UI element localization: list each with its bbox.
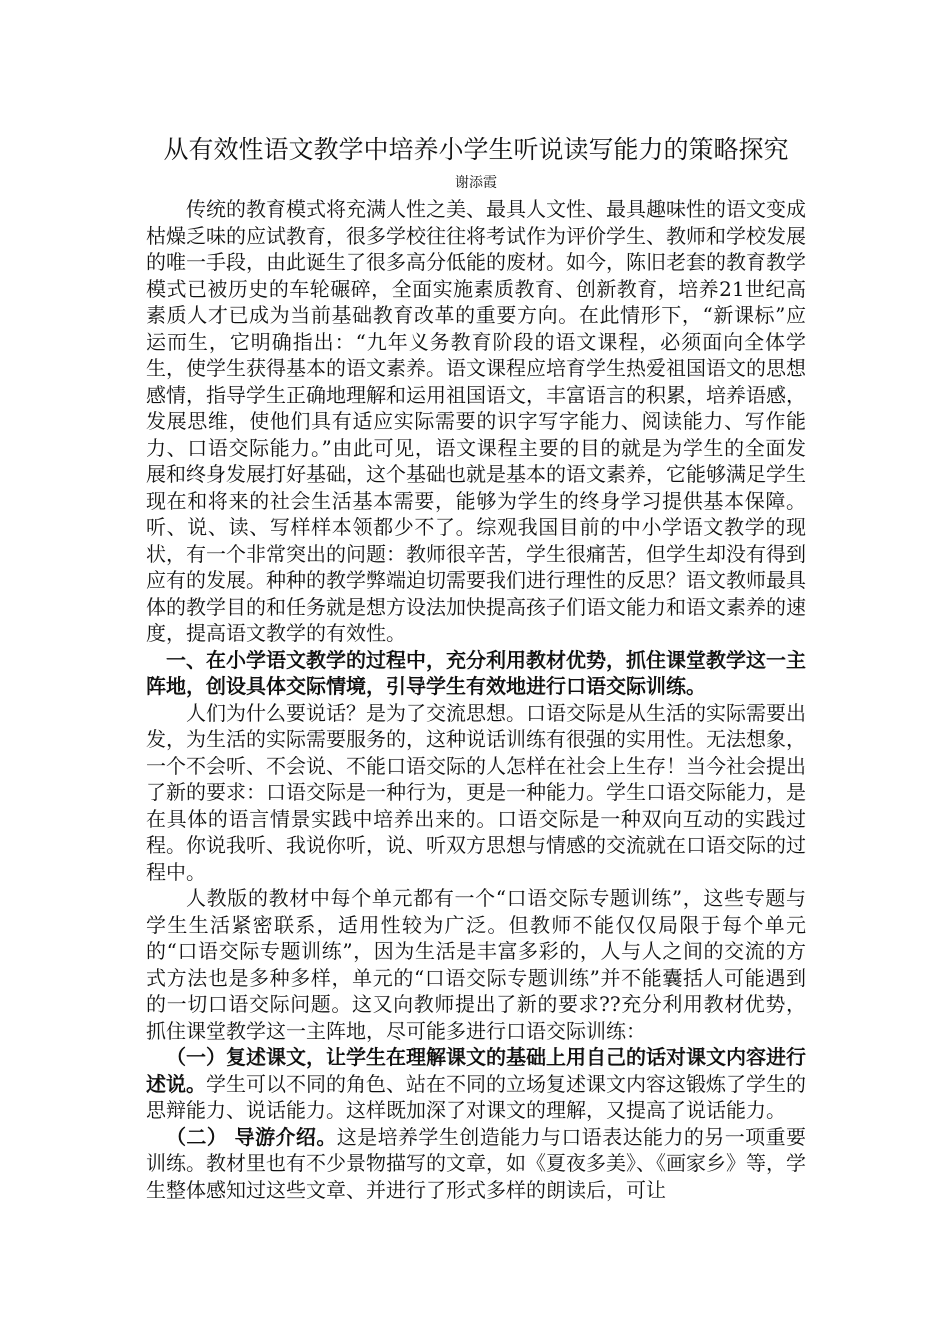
section1-paragraph-2: 人教版的教材中每个单元都有一个“口语交际专题训练”，这些专题与学生生活紧密联系，适用性较为广泛。但教师不能仅仅局限于每个单元的“口语交际专题训练”，因为生活是丰富多彩的，人与人之间的交流的方式方法也是多种多样，单元的“口语交际专题训练”并不能囊括人可能遇到的一切口语交际问题。这又向教师提出了新的要求??充分利用教材优势，抓住课堂教学这一主阵地，尽可能多进行口语交际训练： [146, 886, 806, 1043]
intro-paragraph: 传统的教育模式将充满人性之美、最具人文性、最具趣味性的语文变成枯燥乏味的应试教育，很多学校往往将考试作为评价学生、教师和学校发展的唯一手段，由此诞生了很多高分低能的废材。如今，陈旧老套的教育教学模式已被历史的车轮碾碎，全面实施素质教育、创新教育，培养21世纪高素质人才已成为当前基础教育改革的重要方向。在此情形下，“新课标”应运而生，它明确指出：“九年义务教育阶段的语文课程，必须面向全体学生，使学生获得基本的语文素养。语文课程应培育学生热爱祖国语文的思想感情，指导学生正确地理解和运用祖国语文，丰富语言的积累，培养语感，发展思维，使他们具有适应实际需要的识字写字能力、阅读能力、写作能力、口语交际能力。”由此可见，语文课程主要的目的就是为学生的全面发展和终身发展打好基础，这个基础也就是基本的语文素养，它能够满足学生现在和将来的社会生活基本需要，能够为学生的终身学习提供基本保障。听、说、读、写样样本领都少不了。综观我国目前的中小学语文教学的现状，有一个非常突出的问题：教师很辛苦，学生很痛苦，但学生却没有得到应有的发展。种种的教学弊端迫切需要我们进行理性的反思？语文教师最具体的教学目的和任务就是想方设法加快提高孩子们语文能力和语文素养的速度，提高语文教学的有效性。 [146, 197, 806, 645]
subsection-1-paragraph [146, 1044, 806, 1124]
author-name: 谢添霞 [455, 175, 497, 191]
section1-heading: 一、在小学语文教学的过程中，充分利用教材优势，抓住课堂教学这一主阵地，创设具体交际情境，引导学生有效地进行口语交际训练。 [146, 647, 806, 698]
subsection-1-heading: （一）复述课文，让学生在理解课文的基础上用自己的话对课文内容进行述说。 [146, 1045, 806, 1096]
subsection-2-text: 这是培养学生创造能力与口语表达能力的另一项重要训练。教材里也有不少景物描写的文章，如《夏夜多美》、《画家乡》等，学生整体感知过这些文章、并进行了形式多样的朗读后，可让 [146, 1124, 806, 1202]
subsection-1-text: 学生可以不同的角色、站在不同的立场复述课文内容这锻炼了学生的思辩能力、说话能力。这样既加深了对课文的理解，又提高了说话能力。 [146, 1071, 806, 1122]
section1-paragraph-1: 人们为什么要说话？是为了交流思想。口语交际是从生活的实际需要出发，为生活的实际需要服务的，这种说话训练有很强的实用性。无法想象，一个不会听、不会说、不能口语交际的人怎样在社会上生存！当今社会提出了新的要求：口语交际是一种行为，更是一种能力。学生口语交际能力，是在具体的语言情景实践中培养出来的。口语交际是一种双向互动的实践过程。你说我听、我说你听，说、听双方思想与情感的交流就在口语交际的过程中。 [146, 700, 806, 884]
document-title: 从有效性语文教学中培养小学生听说读写能力的策略探究 [163, 135, 789, 164]
subsection-2-heading: （二） 导游介绍。 [166, 1124, 337, 1149]
document-page [146, 132, 806, 1203]
subsection-2-paragraph [146, 1124, 806, 1204]
